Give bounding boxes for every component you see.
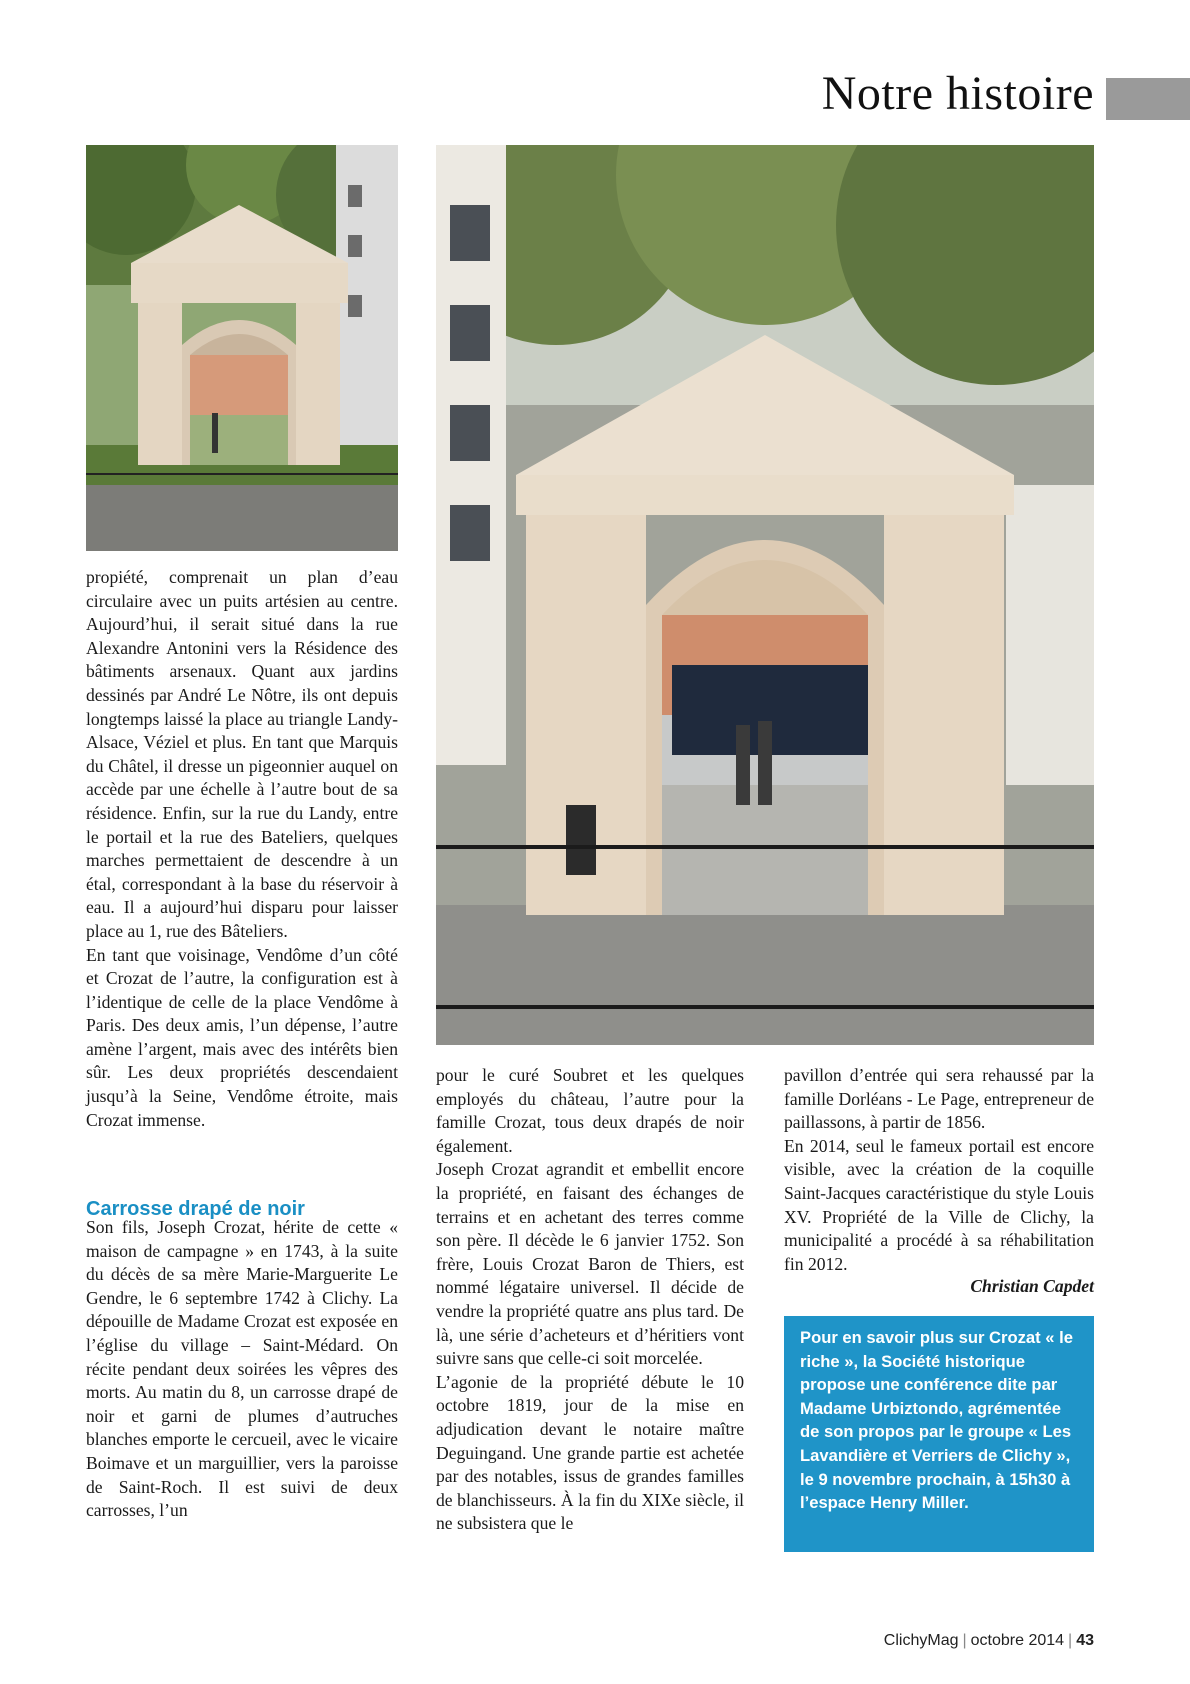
article-subheading: Carrosse drapé de noir (86, 1198, 305, 1220)
page-number: 43 (1076, 1632, 1094, 1649)
photo-portal-distant (86, 145, 398, 551)
article-column-2 (436, 1064, 744, 1536)
magazine-name: ClichyMag (883, 1632, 959, 1649)
article-column-3 (784, 1064, 1094, 1276)
info-box (784, 1316, 1094, 1552)
article-paragraph: Son fils, Joseph Crozat, hérite de cette « maison de campagne » en 1743, à la suite du décès de sa mère Marie-Marguerite Le Gendre, le 6 septembre 1742 à Clichy. La dépouille de Madame Crozat est exposée en l’église du village – Saint-Médard. On récite pendant deux soirées les vêpres des morts. Au matin du 8, un carrosse drapé de noir et garni de plumes d’autruches blanches emporte le cercueil, avec le vicaire Boimave et un marguillier, vers la paroisse de Saint-Roch. Il est suivi de deux carrosses, l’un (86, 1217, 398, 1521)
article-column-1-top (86, 566, 398, 1132)
issue-date: octobre 2014 (970, 1632, 1065, 1649)
info-box-text: Pour en savoir plus sur Crozat « le riche », la Société historique propose une conférence dite par Madame Urbiztondo, agrémentée de son propos par le groupe « Les Lavandière et Verriers de Clichy », le 9 novembre prochain, à 15h30 à l’espace Henry Miller. (800, 1328, 1073, 1513)
article-paragraph: propiété, comprenait un plan d’eau circulaire avec un puits artésien au centre. Aujourd’hui, il serait situé dans la rue Alexandre Antonini vers la Résidence des bâtiments arsenaux. Quant aux jardins dessinés par André Le Nôtre, ils ont depuis longtemps laissé la place au triangle Landy-Alsace, Véziel et plus. En tant que Marquis du Châtel, il dresse un pigeonnier auquel on accède par une échelle à l’autre bout de sa résidence. Enfin, sur la rue du Landy, entre le portail et la rue des Bateliers, quelques marches permettaient de descendre à un étal, correspondant à la base du réservoir à eau. Il a aujourd’hui disparu pour laisser place au 1, rue des Bâteliers. (86, 567, 398, 941)
article-paragraph: L’agonie de la propriété débute le 10 octobre 1819, jour de la mise en adjudication devant le notaire maître Deguingand. Une grande partie est achetée par des notables, issus de grandes familles de blanchisseurs. À la fin du XIXe siècle, il ne subsistera que le (436, 1371, 744, 1534)
footer-separator: | (962, 1632, 967, 1649)
section-title: Notre histoire (821, 67, 1094, 120)
photo-portal-close (436, 145, 1094, 1045)
footer-separator: | (1068, 1632, 1073, 1649)
article-column-1-bottom (86, 1216, 398, 1523)
author-signature: Christian Capdet (970, 1276, 1094, 1296)
section-header-bar (1106, 78, 1190, 120)
article-paragraph: Joseph Crozat agrandit et embellit encore la propriété, en faisant des échanges de terrains et en achetant des terres comme son père. Il décède le 6 janvier 1752. Son frère, Louis Crozat Baron de Thiers, est nommé légataire universel. Il décide de vendre la propriété quatre ans plus tard. De là, une série d’acheteurs et d’héritiers vont suivre sans que celle-ci soit morcelée. (436, 1159, 744, 1369)
article-paragraph: En tant que voisinage, Vendôme d’un côté et Crozat de l’autre, la configuration est à l’identique de celle de la place Vendôme à Paris. Des deux amis, l’un dépense, l’autre amène l’argent, mais avec des intérêts bien sûr. Les deux propriétés descendaient jusqu’à la Seine, Vendôme étroite, mais Crozat immense. (86, 944, 398, 1130)
article-paragraph: pour le curé Soubret et les quelques employés du château, l’autre pour la famille Crozat, tous deux drapés de noir également. (436, 1065, 744, 1156)
page-footer (884, 1632, 1094, 1650)
article-paragraph: pavillon d’entrée qui sera rehaussé par la famille Dorléans - Le Page, entrepreneur de paillassons, à partir de 1856. (784, 1065, 1094, 1133)
article-paragraph: En 2014, seul le fameux portail est encore visible, avec la création de la coquille Saint-Jacques caractéristique du style Louis XV. Propriété de la Ville de Clichy, la municipalité a procédé à sa réhabilitation fin 2012. (784, 1135, 1094, 1274)
